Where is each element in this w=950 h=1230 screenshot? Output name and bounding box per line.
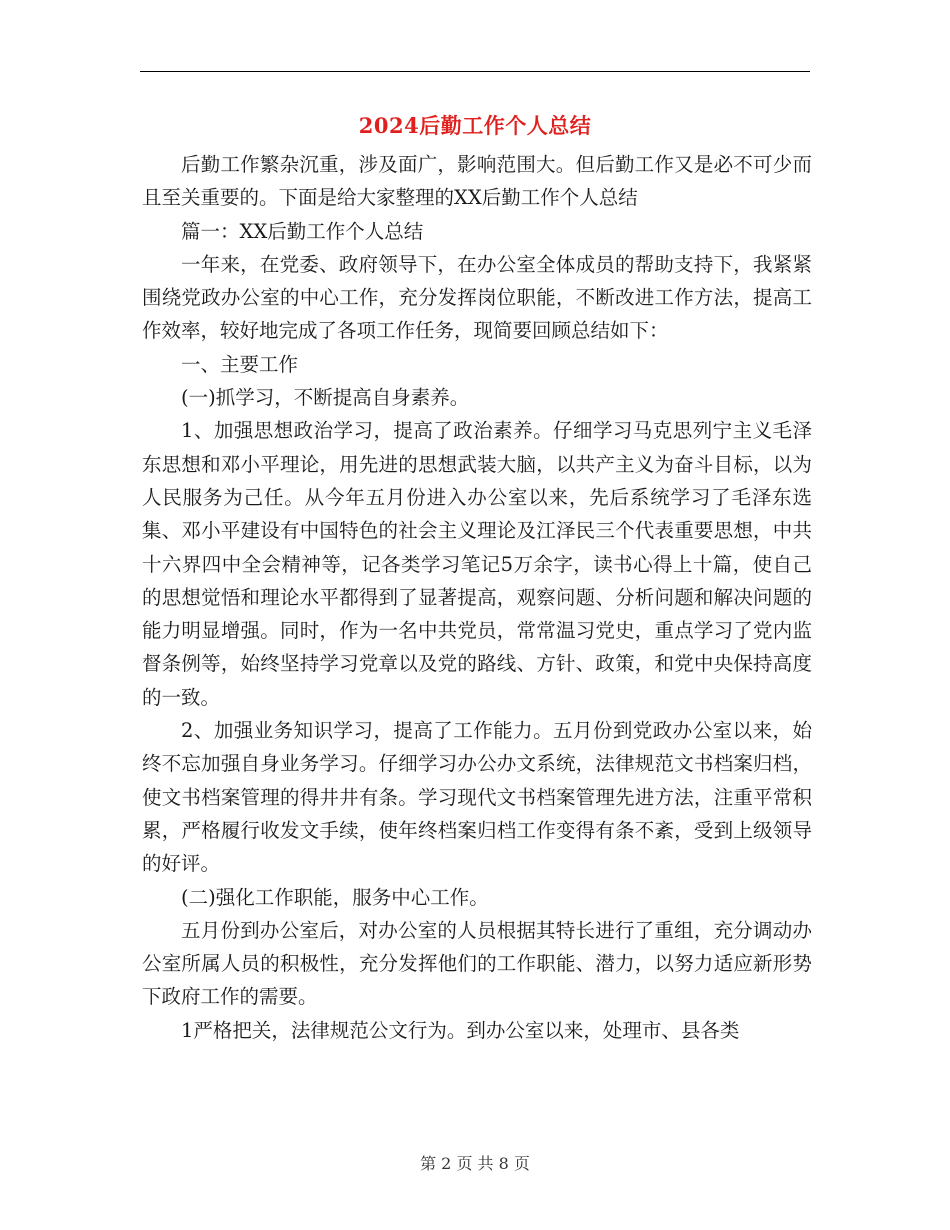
- paragraph-overview: 一年来，在党委、政府领导下，在办公室全体成员的帮助支持下，我紧紧围绕党政办公室的中心工作，充分发挥岗位职能，不断改进工作方法，提高工作效率，较好地完成了各项工作任务，现简要回顾总结如下：: [142, 252, 812, 343]
- paragraph-intro: 后勤工作繁杂沉重，涉及面广，影响范围大。但后勤工作又是必不可少而且至关重要的。下面是给大家整理的XX后勤工作个人总结: [142, 153, 812, 210]
- document-body: [142, 148, 812, 1047]
- paragraph-political-study: 1、加强思想政治学习，提高了政治素养。仔细学习马克思列宁主义毛泽东思想和邓小平理论，用先进的思想武装大脑，以共产主义为奋斗目标，以为人民服务为己任。从今年五月份进入办公室以来，先后系统学习了毛泽东选集、邓小平建设有中国特色的社会主义理论及江泽民三个代表重要思想，中共十六界四中全会精神等，记各类学习笔记5万余字，读书心得上十篇，使自己的思想觉悟和理论水平都得到了显著提高，观察问题、分析问题和解决问题的能力明显增强。同时，作为一名中共党员，常常温习党史，重点学习了党内监督条例等，始终坚持学习党章以及党的路线、方针、政策，和党中央保持高度的一致。: [142, 419, 812, 709]
- paragraph-document-control: 1严格把关，法律规范公文行为。到办公室以来，处理市、县各类: [181, 1018, 740, 1042]
- subsection-heading-study: (一)抓学习，不断提高自身素养。: [181, 386, 470, 410]
- paragraph-business-study: 2、加强业务知识学习，提高了工作能力。五月份到党政办公室以来，始终不忘加强自身业务学习。仔细学习办公办文系统，法律规范文书档案归档，使文书档案管理的得井井有条。学习现代文书档案管理先进方法，注重平常积累，严格履行收发文手续，使年终档案归档工作变得有条不紊，受到上级领导的好评。: [142, 719, 812, 876]
- paragraph-reorganization: 五月份到办公室后，对办公室的人员根据其特长进行了重组，充分调动办公室所属人员的积极性，充分发挥他们的工作职能、潜力，以努力适应新形势下政府工作的需要。: [142, 918, 812, 1009]
- document-title: 2024后勤工作个人总结: [358, 113, 592, 138]
- subsection-heading-functions: (二)强化工作职能，服务中心工作。: [181, 885, 489, 909]
- page-footer: 第 2 页 共 8 页: [420, 1154, 530, 1173]
- paragraph-part-one-heading: 篇一：XX后勤工作个人总结: [181, 219, 424, 243]
- header-rule: [140, 71, 810, 72]
- section-heading-main-work: 一、主要工作: [181, 352, 299, 376]
